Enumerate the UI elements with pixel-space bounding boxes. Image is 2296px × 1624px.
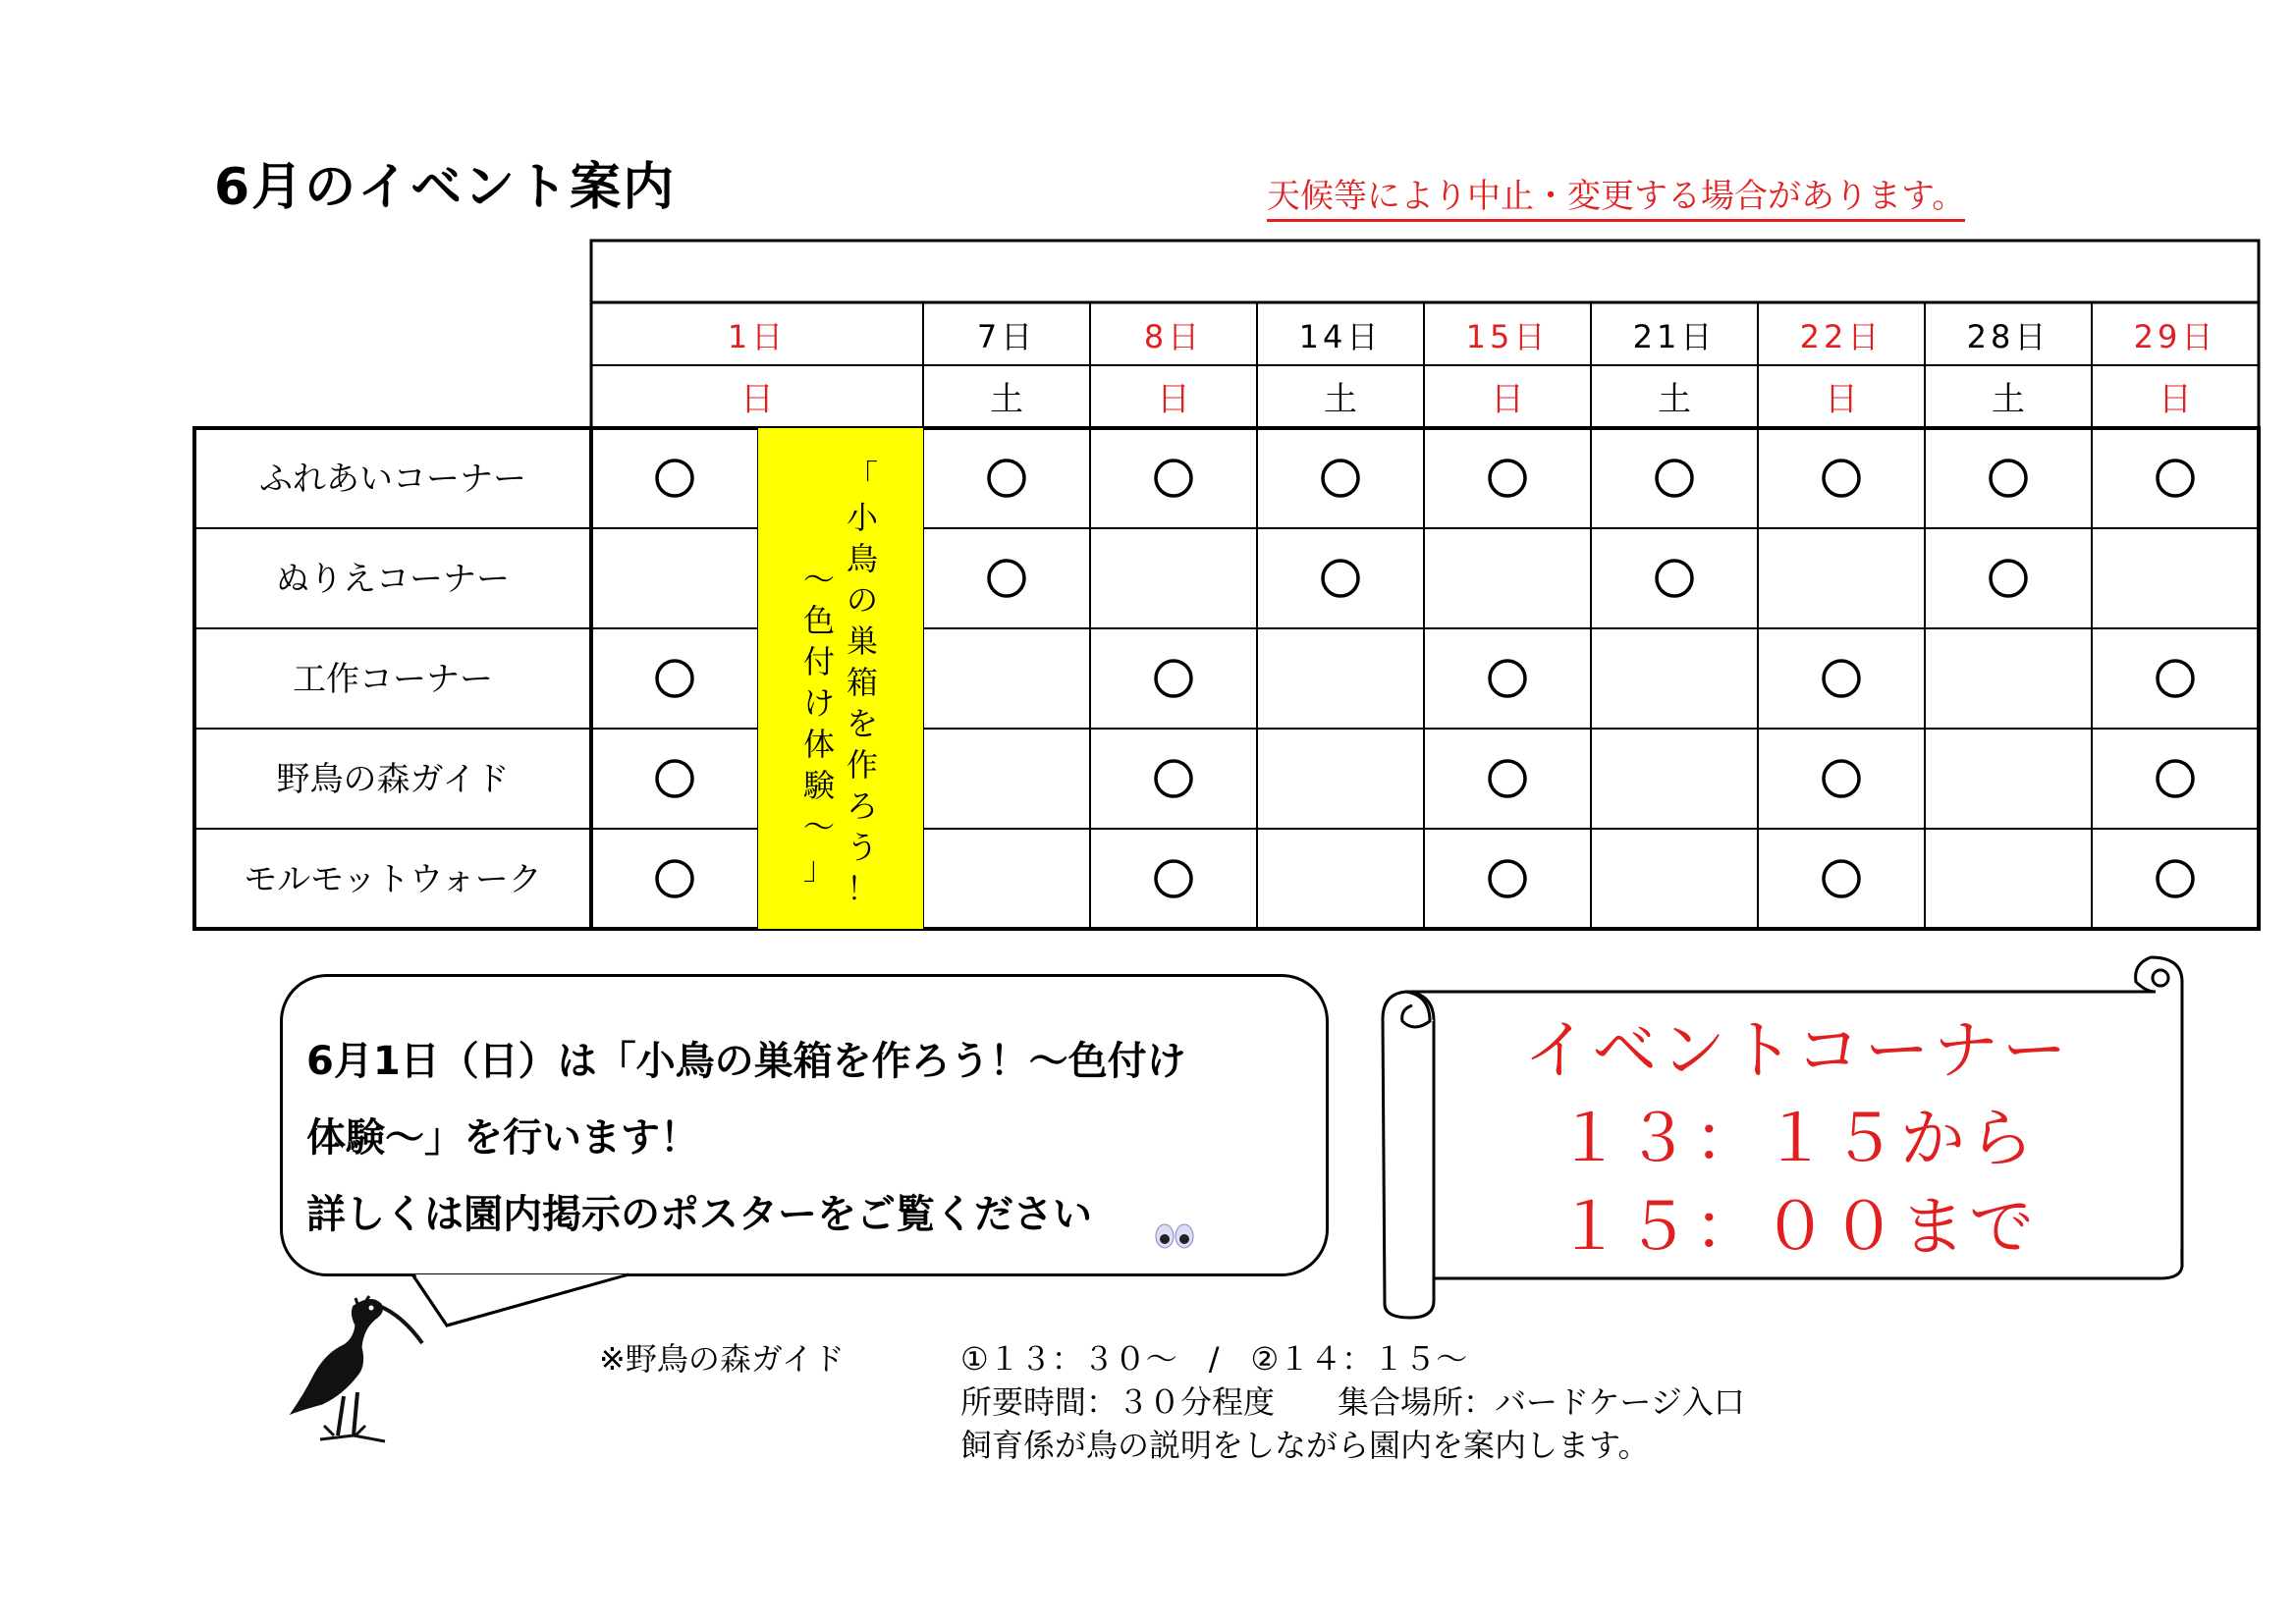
event-title-char: の bbox=[846, 581, 879, 619]
row-label: 工作コーナー bbox=[293, 660, 493, 699]
event-title-char: う bbox=[846, 829, 879, 866]
date-label: 7日 bbox=[976, 318, 1037, 355]
event-title-char: 小 bbox=[846, 499, 879, 536]
row-label: 野鳥の森ガイド bbox=[276, 760, 510, 799]
event-title-char: 巣 bbox=[846, 623, 879, 660]
date-label: 8日 bbox=[1143, 318, 1204, 355]
event-title-char: ～ bbox=[802, 561, 836, 598]
day-label: 土 bbox=[1992, 380, 2025, 419]
date-label: 29日 bbox=[2133, 318, 2217, 355]
day-label: 日 bbox=[1157, 380, 1190, 419]
guide-label: ※野鳥の森ガイド bbox=[599, 1340, 845, 1378]
announcement-line: 体験～」を行います！ bbox=[306, 1115, 699, 1161]
day-label: 日 bbox=[1825, 380, 1858, 419]
date-label: 22日 bbox=[1799, 318, 1884, 355]
day-label: 土 bbox=[1658, 380, 1691, 419]
event-title-char: 作 bbox=[846, 746, 879, 784]
day-label: 土 bbox=[990, 380, 1023, 419]
event-title-char: ろ bbox=[846, 787, 879, 825]
date-label: 14日 bbox=[1298, 318, 1383, 355]
event-corner-title: イベントコーナー bbox=[1523, 1012, 2071, 1088]
weather-notice: 天候等により中止・変更する場合があります。 bbox=[1267, 169, 1965, 222]
date-label: 15日 bbox=[1465, 318, 1550, 355]
event-title-char: 体 bbox=[802, 726, 836, 763]
page-title: 6月のイベント案内 bbox=[214, 158, 677, 217]
guide-times: ①１３：３０～ / ②１４：１５～ bbox=[960, 1340, 1468, 1378]
day-label: 日 bbox=[1491, 380, 1524, 419]
event-title-char: 「 bbox=[846, 458, 879, 495]
event-corner-start: １３：１５から bbox=[1557, 1101, 2038, 1176]
day-label: 日 bbox=[2159, 380, 2192, 419]
day-label: 日 bbox=[740, 380, 774, 419]
event-title-char: ～ bbox=[802, 808, 836, 845]
event-title-char: 色 bbox=[802, 602, 836, 639]
guide-details: 所要時間：３０分程度 集合場所：バードケージ入口 bbox=[960, 1383, 1745, 1421]
announcement-line: 6月1日（日）は「小鳥の巣箱を作ろう！～色付け bbox=[306, 1039, 1186, 1084]
row-label: ふれあいコーナー bbox=[259, 460, 526, 499]
row-label: ぬりえコーナー bbox=[276, 560, 510, 599]
event-title-char: ！ bbox=[846, 870, 879, 907]
event-title-char: 験 bbox=[802, 767, 836, 804]
row-label: モルモットウォーク bbox=[244, 860, 542, 899]
event-corner-end: １５：００まで bbox=[1557, 1189, 2038, 1265]
guide-description: 飼育係が鳥の説明をしながら園内を案内します。 bbox=[960, 1427, 1650, 1464]
date-label: 28日 bbox=[1966, 318, 2050, 355]
event-title-char: け bbox=[802, 684, 836, 722]
guide-info bbox=[599, 1337, 1745, 1467]
date-label: 21日 bbox=[1632, 318, 1717, 355]
date-label: 1日 bbox=[727, 318, 788, 355]
event-title-char: 箱 bbox=[846, 664, 879, 701]
day-label: 土 bbox=[1324, 380, 1357, 419]
event-title-char: 付 bbox=[802, 643, 836, 680]
event-title-char: 」 bbox=[802, 849, 836, 887]
event-title-char: を bbox=[846, 705, 879, 742]
event-title-char: 鳥 bbox=[846, 540, 879, 577]
announcement-line: 詳しくは園内掲示のポスターをご覧ください bbox=[306, 1192, 1092, 1237]
